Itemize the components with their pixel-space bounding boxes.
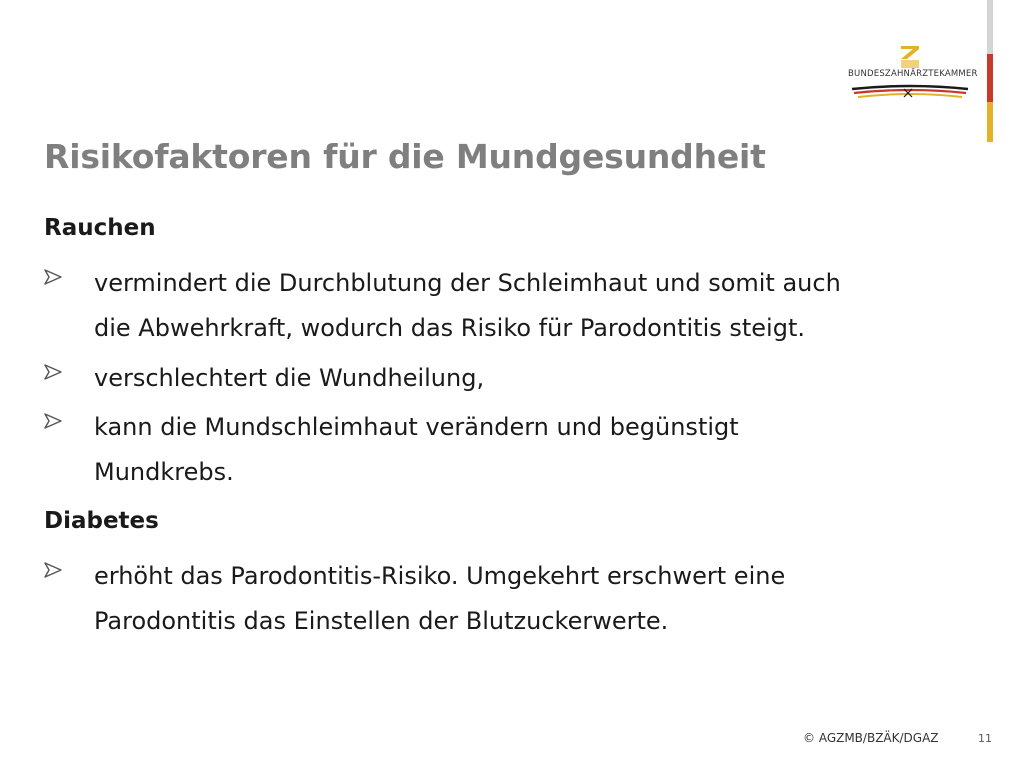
- bullet-text-line: Parodontitis das Einstellen der Blutzuckerwerte.: [94, 607, 669, 635]
- bullet-text-line: vermindert die Durchblutung der Schleimhaut und somit auch: [94, 269, 841, 297]
- slide-title: Risikofaktoren für die Mundgesundheit: [44, 137, 766, 176]
- bullet-text-line: verschlechtert die Wundheilung,: [94, 364, 485, 392]
- arrow-bullet-icon: [44, 269, 62, 285]
- bullet-text-line: kann die Mundschleimhaut verändern und begünstigt: [94, 413, 739, 441]
- page-number: 11: [978, 732, 992, 745]
- flag-stripe: [987, 0, 993, 142]
- logo-swoosh-icon: [850, 79, 970, 101]
- section-heading-diabetes: Diabetes: [44, 508, 159, 534]
- arrow-bullet-icon: [44, 413, 62, 429]
- arrow-bullet-icon: [44, 364, 62, 380]
- logo-text: BUNDESZAHNÄRZTEKAMMER: [848, 69, 978, 79]
- bullet-text-line: die Abwehrkraft, wodurch das Risiko für Parodontitis steigt.: [94, 314, 805, 342]
- section-heading-rauchen: Rauchen: [44, 215, 156, 241]
- bullet-text-line: erhöht das Parodontitis-Risiko. Umgekehrt erschwert eine: [94, 562, 786, 590]
- footer-copyright: © AGZMB/BZÄK/DGAZ: [803, 731, 939, 745]
- z-logo-icon: [898, 46, 922, 68]
- logo: [848, 42, 978, 108]
- bullet-text-line: Mundkrebs.: [94, 458, 234, 486]
- arrow-bullet-icon: [44, 562, 62, 578]
